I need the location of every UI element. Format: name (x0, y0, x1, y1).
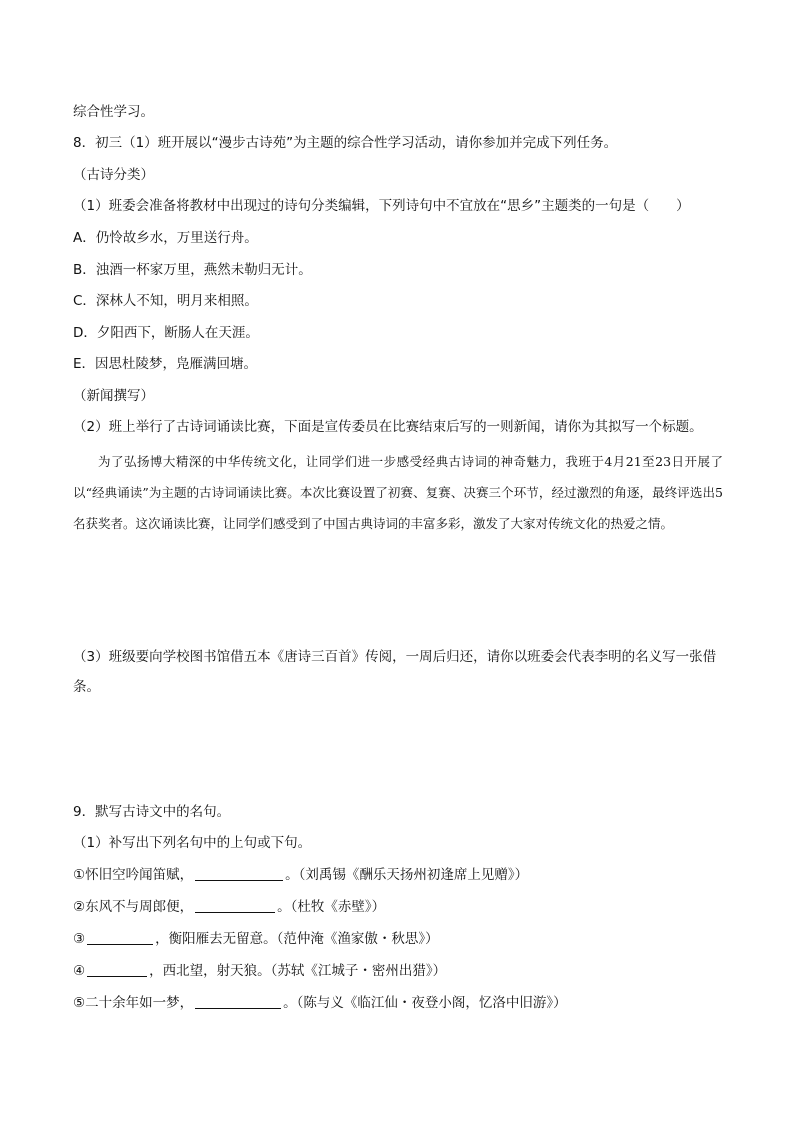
answer-blank[interactable] (87, 943, 153, 945)
fill-item-2-after: 。（杜牧《赤壁》） (277, 899, 386, 915)
option-d: D．夕阳西下，断肠人在天涯。 (73, 325, 259, 341)
fill-item-2-before: ②东风不与周郎便， (73, 899, 194, 915)
fill-item-2 (73, 898, 385, 916)
fill-item-5-before: ⑤二十余年如一梦， (73, 995, 194, 1011)
fill-item-4 (73, 962, 446, 980)
fill-item-3 (73, 930, 439, 948)
question-8-2: （2）班上举行了古诗词诵读比赛，下面是宣传委员在比赛结束后写的一则新闻，请你为其拟写一个标题。 (73, 419, 703, 435)
answer-blank[interactable] (195, 911, 275, 913)
question-8-1: （1）班委会准备将教材中出现过的诗句分类编辑，下列诗句中不宜放在“思乡”主题类的一句是（ ） (73, 198, 690, 214)
answer-blank[interactable] (87, 975, 147, 977)
fill-item-3-before: ③ (73, 931, 86, 947)
option-e: E．因思杜陵梦，凫雁满回塘。 (73, 356, 258, 372)
fill-item-4-after: ，西北望，射天狼。（苏轼《江城子・密州出猎》） (149, 963, 447, 979)
fill-item-1-after: 。（刘禹锡《酬乐天扬州初逢席上见赠》） (285, 867, 529, 883)
fill-item-5 (73, 994, 567, 1012)
fill-item-1 (73, 866, 528, 884)
news-passage: 为了弘扬博大精深的中华传统文化，让同学们进一步感受经典古诗词的神奇魅力，我班于4月21至23日开展了以“经典诵读”为主题的古诗词诵读比赛。本次比赛设置了初赛、复赛、决赛三个环节，经过激烈的角逐，最终评选出5名获奖者。这次诵读比赛，让同学们感受到了中国古典诗词的丰富多彩，激发了大家对传统文化的热爱之情。 (73, 454, 723, 531)
answer-blank[interactable] (195, 1007, 281, 1009)
question-9-1: （1）补写出下列名句中的上句或下句。 (73, 835, 312, 851)
question-9-stem: 9．默写古诗文中的名句。 (73, 804, 231, 820)
fill-item-4-before: ④ (73, 963, 86, 979)
question-8-3: （3）班级要向学校图书馆借五本《唐诗三百首》传阅，一周后归还，请你以班委会代表李明的名义写一张借条。 (73, 649, 717, 695)
answer-blank[interactable] (195, 879, 283, 881)
question-8-stem: 8．初三（1）班开展以“漫步古诗苑”为主题的综合性学习活动，请你参加并完成下列任务。 (73, 135, 618, 151)
option-b: B．浊酒一杯家万里，燕然未勒归无计。 (73, 262, 312, 278)
subsection-poem-classify: （古诗分类） (73, 167, 154, 183)
fill-item-5-after: 。（陈与义《临江仙・夜登小阁，忆洛中旧游》） (283, 995, 567, 1011)
option-a: A．仍怜故乡水，万里送行舟。 (73, 230, 258, 246)
fill-item-3-after: ，衡阳雁去无留意。（范仲淹《渔家傲・秋思》） (155, 931, 439, 947)
fill-item-1-before: ①怀旧空吟闻笛赋， (73, 867, 194, 883)
option-c: C．深林人不知，明月来相照。 (73, 293, 258, 309)
subsection-news: （新闻撰写） (73, 388, 154, 404)
section-heading: 综合性学习。 (73, 104, 154, 120)
